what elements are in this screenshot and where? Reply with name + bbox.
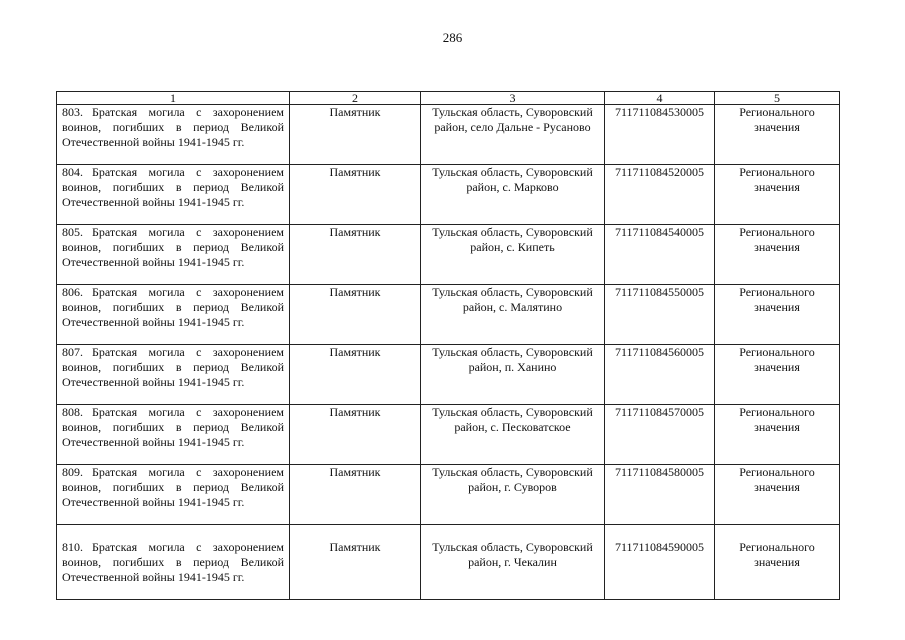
location-cell — [421, 165, 605, 225]
monument-type-cell — [290, 225, 421, 285]
significance-cell — [715, 345, 840, 405]
header-cell: 4 — [605, 92, 715, 105]
row-number: 809. — [62, 465, 83, 479]
monument-type-cell — [290, 465, 421, 525]
monument-name-cell — [57, 345, 290, 405]
registry-code: 711711084580005 — [614, 465, 705, 479]
monument-type: Памятник — [329, 105, 381, 119]
registry-code-cell — [605, 465, 715, 525]
significance-cell — [715, 285, 840, 345]
registry-code-cell — [605, 405, 715, 465]
significance: Регионального значения — [739, 165, 815, 194]
registry-code-cell — [605, 225, 715, 285]
monument-name: Братская могила с захоронением воинов, погибших в период Великой Отечественной войны 1941-1945 гг. — [62, 405, 284, 449]
monument-type: Памятник — [329, 225, 381, 239]
significance: Регионального значения — [739, 285, 815, 314]
table-row — [57, 165, 840, 225]
monument-name-cell — [57, 225, 290, 285]
significance: Регионального значения — [739, 345, 815, 374]
row-number: 807. — [62, 345, 83, 359]
significance: Регионального значения — [739, 105, 815, 134]
row-number: 808. — [62, 405, 83, 419]
monument-type: Памятник — [329, 165, 381, 179]
monument-name: Братская могила с захоронением воинов, погибших в период Великой Отечественной войны 1941-1945 гг. — [62, 540, 284, 584]
monument-name: Братская могила с захоронением воинов, погибших в период Великой Отечественной войны 1941-1945 гг. — [62, 105, 284, 149]
monuments-table — [56, 91, 840, 600]
registry-code: 711711084530005 — [614, 105, 705, 119]
significance-cell — [715, 225, 840, 285]
location: Тульская область, Суворовский район, г. Чекалин — [432, 540, 593, 569]
significance: Регионального значения — [739, 465, 815, 494]
significance-cell — [715, 165, 840, 225]
monument-name: Братская могила с захоронением воинов, погибших в период Великой Отечественной войны 1941-1945 гг. — [62, 285, 284, 329]
significance-cell — [715, 525, 840, 600]
monument-type: Памятник — [329, 405, 381, 419]
monument-type-cell — [290, 345, 421, 405]
monument-name: Братская могила с захоронением воинов, погибших в период Великой Отечественной войны 1941-1945 гг. — [62, 345, 284, 389]
table-row — [57, 465, 840, 525]
monument-name: Братская могила с захоронением воинов, погибших в период Великой Отечественной войны 1941-1945 гг. — [62, 465, 284, 509]
location-cell — [421, 345, 605, 405]
monument-type-cell — [290, 405, 421, 465]
location: Тульская область, Суворовский район, с. Песковатское — [432, 405, 593, 434]
location: Тульская область, Суворовский район, с. Кипеть — [432, 225, 593, 254]
registry-code: 711711084550005 — [614, 285, 705, 299]
location-cell — [421, 465, 605, 525]
row-number: 810. — [62, 540, 83, 554]
significance: Регионального значения — [739, 405, 815, 434]
table-row — [57, 105, 840, 165]
monument-type: Памятник — [329, 465, 381, 479]
monument-type-cell — [290, 285, 421, 345]
page-number: 286 — [442, 30, 463, 45]
monument-name-cell — [57, 525, 290, 600]
row-number: 803. — [62, 105, 83, 119]
registry-code-cell — [605, 345, 715, 405]
registry-code-cell — [605, 525, 715, 600]
registry-code-cell — [605, 285, 715, 345]
location: Тульская область, Суворовский район, с. Малятино — [432, 285, 593, 314]
monument-name-cell — [57, 285, 290, 345]
monument-type-cell — [290, 105, 421, 165]
header-row — [57, 92, 840, 105]
monument-name-cell — [57, 465, 290, 525]
monument-type: Памятник — [329, 285, 381, 299]
row-number: 806. — [62, 285, 83, 299]
significance: Регионального значения — [739, 225, 815, 254]
registry-code: 711711084540005 — [614, 225, 705, 239]
registry-code: 711711084520005 — [614, 165, 705, 179]
row-number: 805. — [62, 225, 83, 239]
registry-code: 711711084560005 — [614, 345, 705, 359]
monument-type: Памятник — [329, 540, 381, 554]
row-number: 804. — [62, 165, 83, 179]
monument-type-cell — [290, 525, 421, 600]
registry-code-cell — [605, 165, 715, 225]
significance: Регионального значения — [739, 540, 815, 569]
location: Тульская область, Суворовский район, с. Марково — [432, 165, 593, 194]
significance-cell — [715, 405, 840, 465]
table-row — [57, 225, 840, 285]
location-cell — [421, 525, 605, 600]
monument-name: Братская могила с захоронением воинов, погибших в период Великой Отечественной войны 1941-1945 гг. — [62, 165, 284, 209]
monument-type: Памятник — [329, 345, 381, 359]
location-cell — [421, 105, 605, 165]
header-cell: 2 — [290, 92, 421, 105]
table-row — [57, 525, 840, 600]
header-cell: 1 — [57, 92, 290, 105]
location: Тульская область, Суворовский район, село Дальне - Русаново — [432, 105, 593, 134]
monument-type-cell — [290, 165, 421, 225]
table-row — [57, 405, 840, 465]
header-cell: 3 — [421, 92, 605, 105]
header-cell: 5 — [715, 92, 840, 105]
monument-name-cell — [57, 105, 290, 165]
monument-name: Братская могила с захоронением воинов, погибших в период Великой Отечественной войны 1941-1945 гг. — [62, 225, 284, 269]
monument-name-cell — [57, 165, 290, 225]
table-row — [57, 285, 840, 345]
significance-cell — [715, 465, 840, 525]
location-cell — [421, 285, 605, 345]
registry-code-cell — [605, 105, 715, 165]
location-cell — [421, 225, 605, 285]
location-cell — [421, 405, 605, 465]
monument-name-cell — [57, 405, 290, 465]
registry-code: 711711084590005 — [614, 540, 705, 554]
location: Тульская область, Суворовский район, п. Ханино — [432, 345, 593, 374]
location: Тульская область, Суворовский район, г. Суворов — [432, 465, 593, 494]
registry-code: 711711084570005 — [614, 405, 705, 419]
significance-cell — [715, 105, 840, 165]
table-row — [57, 345, 840, 405]
